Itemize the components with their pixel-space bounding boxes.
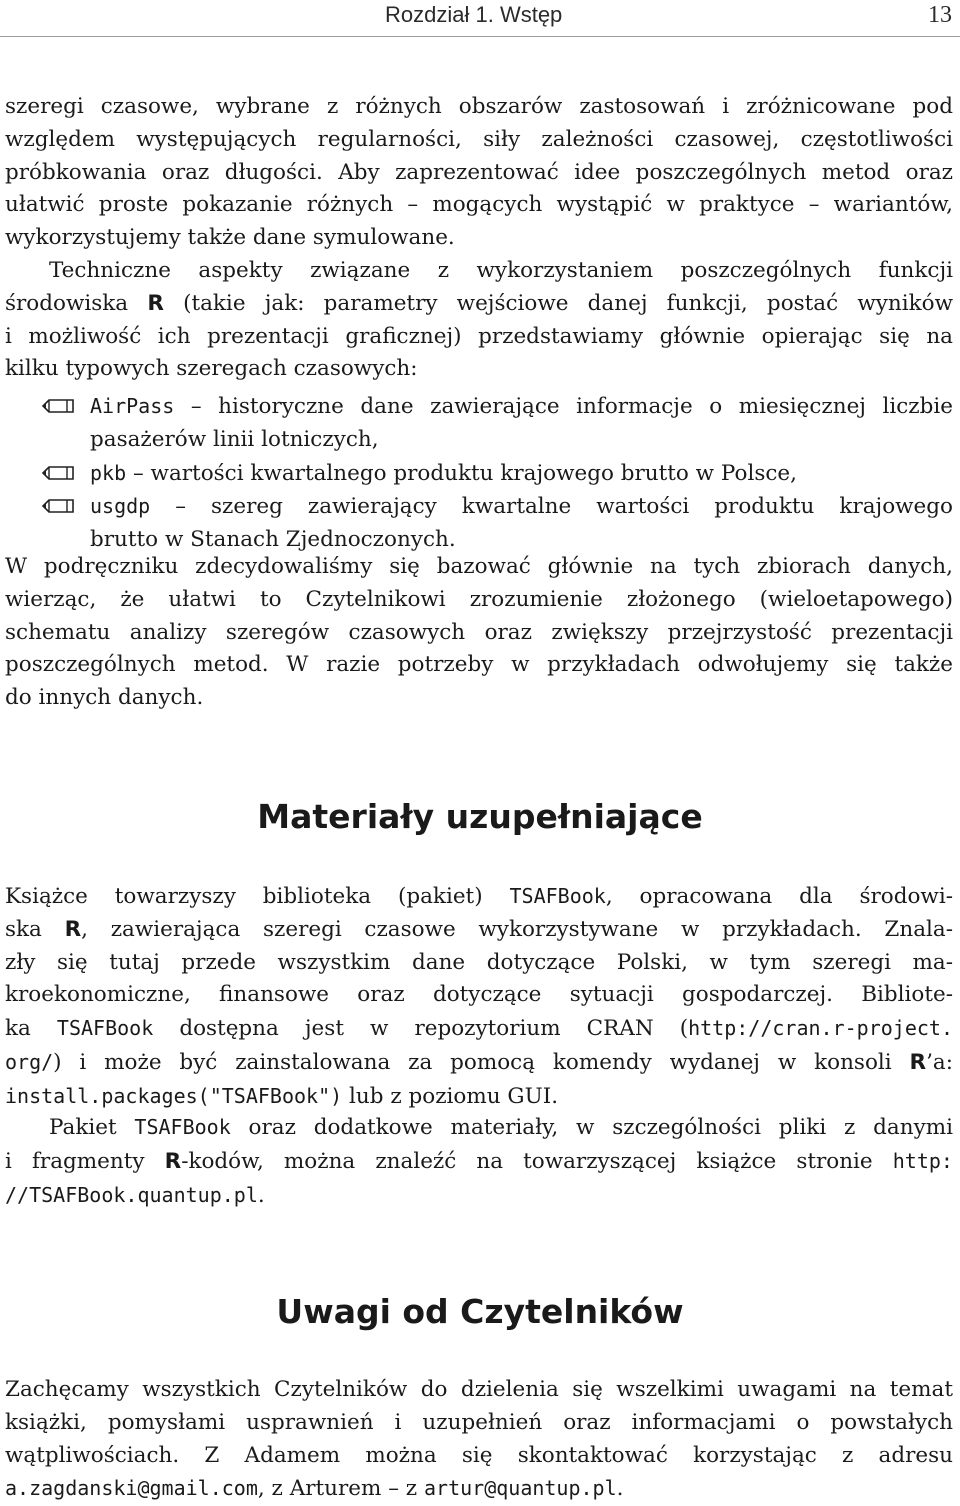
text-line: Techniczne aspekty związane z wykorzystaniem poszczególnych funkcji bbox=[49, 258, 953, 283]
text-fragment: ka bbox=[5, 1016, 31, 1042]
text-line: poszczególnych metod. W razie potrzeby w przykładach odwołujemy się także bbox=[5, 652, 953, 678]
text-fragment: Książce towarzyszy biblioteka (pakiet) bbox=[5, 884, 483, 909]
website-url-link[interactable]: http: bbox=[892, 1148, 953, 1173]
intro-paragraph bbox=[5, 91, 953, 255]
r-logo: R bbox=[909, 1049, 927, 1075]
technical-paragraph bbox=[5, 255, 953, 386]
text-fragment: . bbox=[257, 1182, 265, 1208]
code-name: AirPass bbox=[90, 394, 175, 418]
text-line: próbkowania oraz długości. Aby zaprezentować idee poszczególnych metod oraz bbox=[5, 159, 953, 185]
text-fragment: , zawierająca szeregi czasowe wykorzystywane w przykładach. Znala- bbox=[81, 916, 953, 942]
text-fragment: – historyczne dane zawierające informacje o miesięcznej liczbie bbox=[190, 394, 953, 419]
text-line bbox=[90, 457, 953, 491]
pencil-icon bbox=[40, 461, 76, 485]
chapter-title: Rozdział 1. Wstęp bbox=[385, 2, 563, 27]
text-fragment: – szereg zawierający kwartalne wartości produktu krajowego bbox=[175, 494, 953, 520]
r-logo: R bbox=[64, 916, 82, 942]
code-name: TSAFBook bbox=[56, 1016, 154, 1041]
closing-paragraph bbox=[5, 551, 953, 715]
text-line: do innych danych. bbox=[5, 685, 204, 711]
text-line: pasażerów linii lotniczych, bbox=[90, 426, 379, 452]
text-line: i możliwość ich prezentacji graficznej) przedstawiamy głównie opierając się na bbox=[5, 323, 953, 349]
code-name: pkb bbox=[90, 460, 127, 485]
cran-url-link[interactable]: http://cran.r-project. bbox=[688, 1016, 953, 1041]
text-line: wierząc, że ułatwi to Czytelnikowi zrozumienie złożonego (wieloetapowego) bbox=[5, 586, 953, 612]
text-fragment: , opracowana dla środowi- bbox=[605, 884, 953, 909]
text-line: kilku typowych szeregach czasowych: bbox=[5, 356, 418, 382]
website-url-link[interactable]: //TSAFBook.quantup.pl bbox=[5, 1182, 258, 1207]
list-item bbox=[0, 490, 953, 557]
pencil-icon bbox=[40, 494, 76, 518]
r-logo: R bbox=[147, 290, 164, 316]
text-line bbox=[5, 914, 953, 947]
text-line bbox=[5, 1472, 953, 1506]
text-line: książki, pomysłami usprawnień i uzupełnień oraz informacjami o powstałych bbox=[5, 1409, 953, 1435]
list-item bbox=[0, 390, 953, 457]
text-line bbox=[5, 1046, 953, 1080]
text-line bbox=[5, 288, 953, 321]
text-fragment: oraz dodatkowe materiały, w szczególności pliki z danymi bbox=[248, 1115, 953, 1140]
text-fragment: i fragmenty bbox=[5, 1148, 145, 1174]
page-number: 13 bbox=[928, 2, 952, 28]
text-line: zły się tutaj przede wszystkim dane dotyczące Polski, w tym szeregi ma- bbox=[5, 949, 953, 975]
text-line: schematu analizy szeregów czasowych oraz zwiększy przejrzystość prezentacji bbox=[5, 619, 953, 645]
text-fragment: (takie jak: parametry wejściowe danej funkcji, postać wyników bbox=[183, 290, 953, 316]
feedback-paragraph bbox=[5, 1374, 953, 1506]
text-line bbox=[90, 390, 953, 424]
text-line: wykorzystujemy także dane symulowane. bbox=[5, 225, 455, 251]
section-title-materials: Materiały uzupełniające bbox=[257, 797, 703, 836]
text-line: Zachęcamy wszystkich Czytelników do dzielenia się wszelkimi uwagami na temat bbox=[5, 1377, 953, 1402]
pencil-icon bbox=[40, 394, 76, 418]
text-line bbox=[5, 1111, 953, 1145]
dataset-list bbox=[0, 390, 953, 557]
text-line bbox=[5, 880, 953, 914]
email-link[interactable]: a.zagdanski@gmail.com bbox=[5, 1476, 258, 1501]
text-fragment: środowiska bbox=[5, 290, 129, 316]
code-command: install.packages("TSAFBook") bbox=[5, 1083, 343, 1108]
r-logo: R bbox=[164, 1148, 182, 1174]
cran-url-link[interactable]: org/ bbox=[5, 1049, 54, 1074]
text-line bbox=[90, 490, 953, 524]
text-fragment: , z Arturem – z bbox=[257, 1476, 418, 1502]
code-name: usgdp bbox=[90, 494, 151, 519]
code-name: TSAFBook bbox=[509, 884, 606, 908]
text-line: szeregi czasowe, wybrane z różnych obszarów zastosowań i zróżnicowane pod bbox=[5, 94, 953, 119]
text-fragment: ’a: bbox=[926, 1049, 953, 1075]
text-fragment: – wartości kwartalnego produktu krajowego brutto w Polsce, bbox=[132, 460, 797, 486]
text-line: brutto w Stanach Zjednoczonych. bbox=[90, 527, 456, 553]
text-line bbox=[5, 1012, 953, 1046]
text-fragment: ska bbox=[5, 916, 42, 942]
text-fragment: -kodów, można znaleźć na towarzyszącej książce stronie bbox=[181, 1148, 873, 1174]
materials-paragraph-2 bbox=[5, 1111, 953, 1212]
running-header bbox=[0, 0, 960, 37]
text-line: ułatwić proste pokazanie różnych – mogących wystąpić w praktyce – wariantów, bbox=[5, 192, 953, 218]
text-line bbox=[5, 1080, 953, 1114]
code-name: TSAFBook bbox=[134, 1115, 231, 1139]
materials-paragraph-1 bbox=[5, 880, 953, 1114]
text-line bbox=[5, 1179, 953, 1213]
email-link[interactable]: artur@quantup.pl bbox=[423, 1476, 617, 1501]
text-line: względem występujących regularności, siły zależności czasowej, częstotliwości bbox=[5, 126, 953, 152]
list-item bbox=[0, 457, 953, 491]
text-line: wątpliwościach. Z Adamem można się skontaktować korzystając z adresu bbox=[5, 1442, 953, 1468]
text-line: kroekonomiczne, finansowe oraz dotyczące sytuacji gospodarczej. Bibliote- bbox=[5, 982, 953, 1008]
text-fragment: . bbox=[616, 1476, 624, 1502]
text-fragment: dostępna jest w repozytorium CRAN ( bbox=[179, 1016, 689, 1042]
text-fragment: Pakiet bbox=[49, 1115, 117, 1140]
section-title-feedback: Uwagi od Czytelników bbox=[276, 1292, 684, 1331]
text-line bbox=[5, 1145, 953, 1179]
text-fragment: ) i może być zainstalowana za pomocą komendy wydanej w konsoli bbox=[53, 1049, 892, 1075]
text-line: W podręczniku zdecydowaliśmy się bazować głównie na tych zbiorach danych, bbox=[5, 554, 953, 579]
text-fragment: lub z poziomu GUI. bbox=[349, 1083, 559, 1109]
